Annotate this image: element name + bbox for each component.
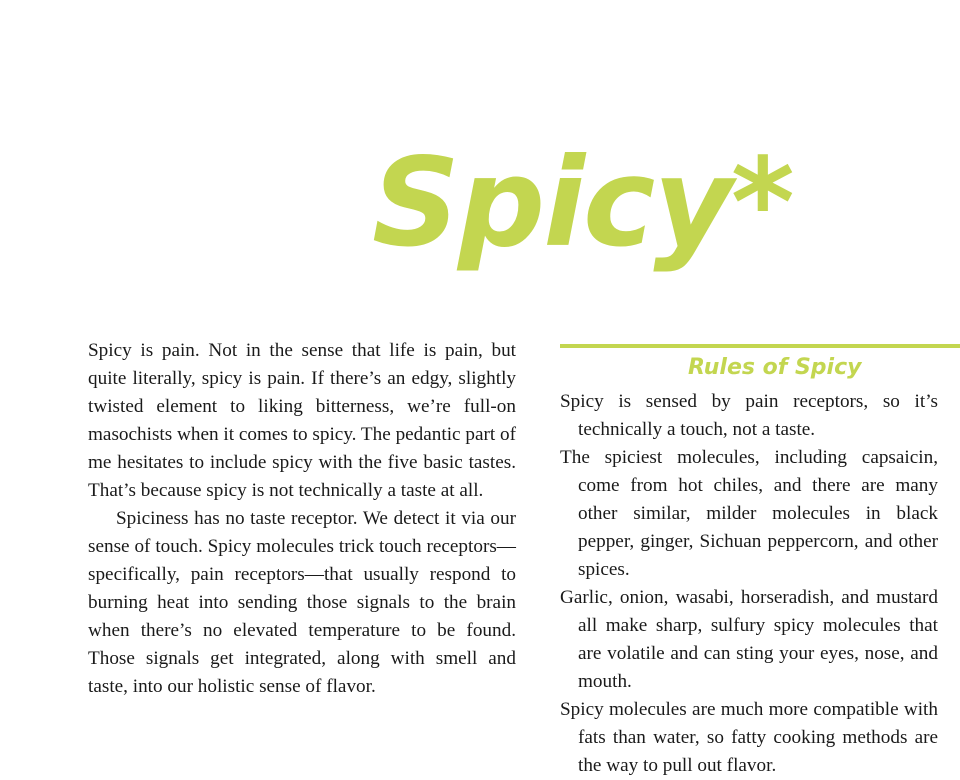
sidebar-heading: Rules of Spicy [688, 355, 862, 380]
rule-item: The spiciest molecules, including capsaicin, come from hot chiles, and there are many other similar, milder molecules in black pepper, ginger, Sichuan peppercorn, and other spices. [560, 447, 938, 580]
rule-item: Spicy molecules are much more compatible with fats than water, so fatty cooking methods are the way to pull out flavor. [560, 699, 938, 776]
body-text [88, 337, 516, 701]
page-title: Spicy* [372, 132, 793, 274]
rule-item: Spicy is sensed by pain receptors, so it’s technically a touch, not a taste. [560, 391, 938, 440]
rules-list [560, 388, 960, 780]
rules-sidebar [560, 344, 960, 780]
rule-item: Garlic, onion, wasabi, horseradish, and mustard all make sharp, sulfury spicy molecules that are volatile and can sting your eyes, nose, and mouth. [560, 587, 938, 692]
body-paragraph: Spicy is pain. Not in the sense that life is pain, but quite literally, spicy is pain. If there’s an edgy, slightly twisted element to liking bitterness, we’re full-on masochists when it comes to spicy. The pedantic part of me hesitates to include spicy with the five basic tastes. That’s because spicy is not technically a taste at all. [88, 340, 516, 501]
body-paragraph: Spiciness has no taste receptor. We detect it via our sense of touch. Spicy molecules trick touch receptors—specifically, pain receptors—that usually respond to burning heat into sending those signals to the brain when there’s no elevated temperature to be found. Those signals get integrated, along with smell and taste, into our holistic sense of flavor. [88, 508, 516, 697]
